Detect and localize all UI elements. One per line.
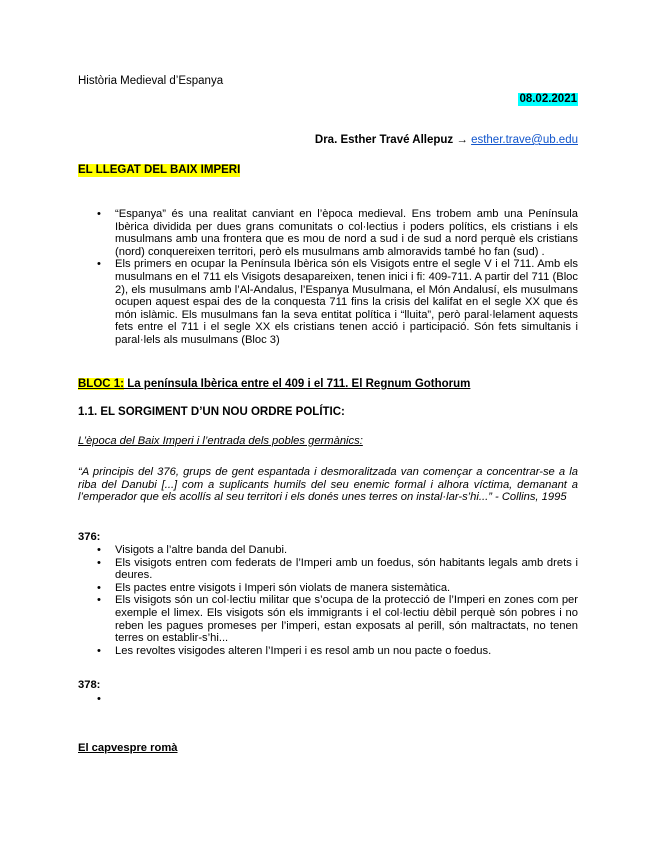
bullet-icon: • — [97, 556, 101, 569]
bullet-icon: • — [97, 544, 101, 556]
bullet-icon: • — [97, 594, 101, 607]
bullet-icon: • — [97, 644, 101, 657]
list-item-text: Visigots a l’altre banda del Danubi. — [115, 544, 288, 556]
intro-bullet-list — [78, 208, 578, 347]
author-email-link[interactable]: esther.trave@ub.edu — [471, 134, 578, 146]
author-line — [315, 134, 578, 147]
bloc1-title: La península Ibèrica entre el 409 i el 711. El Regnum Gothorum — [124, 378, 471, 390]
arrow-symbol: → — [456, 134, 468, 146]
list-item — [78, 557, 578, 582]
capvespre-heading: El capvespre romà — [78, 742, 178, 754]
list-item-text: Les revoltes visigodes alteren l’Imperi i es resol amb un nou pacte o foedus. — [115, 644, 492, 657]
bloc1-label: BLOC 1: — [78, 378, 124, 390]
quote-block: “A principis del 376, grups de gent espantada i desmoralitzada van començar a concentrar-se a la riba del Danubi [...] com a suplicants humils del seu enemic formal i alhora víctima, demanant a l’emperador que els acollís al seu territori i els donés unes terres on instal·lar-s’hi...” - Collins, 1995 — [78, 466, 578, 504]
list-item-text: Els pactes entre visigots i Imperi són violats de manera sistemàtica. — [115, 581, 451, 594]
year-376-label: 376: — [78, 531, 101, 543]
bullet-icon: • — [97, 208, 101, 220]
course-title: Història Medieval d’Espanya — [78, 75, 224, 87]
list-item-text: Els primers en ocupar la Península Ibèrica són els Visigots entre el segle V i el 711. Amb els musulmans en el 711 els Visigots desapareixen, tenen inici i fi: 409-711. A partir del 711 (Bloc 2), els musulmans amb l’Al-Andalus, l’Espanya Musulmana, el Món Andalusí, els musulmans ocupen aquest espai des de la conquesta 711 fins la crisis del kalifat en el segle XX que és món islàmic. Els musulmans fan la seva entitat política i “lluita”, però paral·lelament aquests fets entre el 711 i el segle XX els cristians tenen acció i participació. Són fets simultanis i paral·lels als musulmans (Bloc 3) — [115, 258, 578, 346]
bloc1-heading — [78, 378, 470, 391]
subheading: L’època del Baix Imperi i l’entrada dels pobles germànics: — [78, 435, 363, 447]
document-date: 08.02.2021 — [519, 93, 577, 105]
list-item — [78, 594, 578, 644]
year-378-label: 378: — [78, 679, 101, 691]
list-item — [78, 645, 578, 658]
list-item-text: Els visigots són un col·lectiu militar que s’ocupa de la protecció de l’Imperi en zones com per exemple el limex. Els visigots són els immigrants i el col·lectiu dèbil perquè són pobres i no reben les pagues promeses per l’imperi, estan exposats al perill, són maltractats, no tenen terres on establir-s’hi... — [115, 594, 578, 645]
bullet-icon: • — [97, 693, 101, 705]
list-item-text: “Espanya” és una realitat canviant en l’època medieval. Ens trobem amb una Península Ibèrica dividida per dues grans comunitats o col·lectius i poders polítics, els cristians i els musulmans amb una frontera que es mou de nord a sud i de sud a nord perquè els cristians (nord) conquereixen territori, però els musulmans amb almoravids també ho fan (sud) . — [115, 208, 578, 258]
list-item-text: Els visigots entren com federats de l’Imperi amb un foedus, són habitants legals amb drets i deures. — [115, 556, 578, 582]
list-item — [78, 582, 578, 595]
year-376-list — [78, 544, 578, 657]
list-item — [78, 208, 578, 258]
list-item — [78, 258, 578, 346]
bullet-icon: • — [97, 581, 101, 594]
section-title: EL LLEGAT DEL BAIX IMPERI — [78, 164, 241, 176]
section-1-1-heading: 1.1. EL SORGIMENT D’UN NOU ORDRE POLÍTIC: — [78, 406, 345, 418]
author-name: Dra. Esther Travé Allepuz — [314, 134, 454, 146]
bullet-icon: • — [97, 258, 101, 271]
list-item — [78, 544, 578, 557]
